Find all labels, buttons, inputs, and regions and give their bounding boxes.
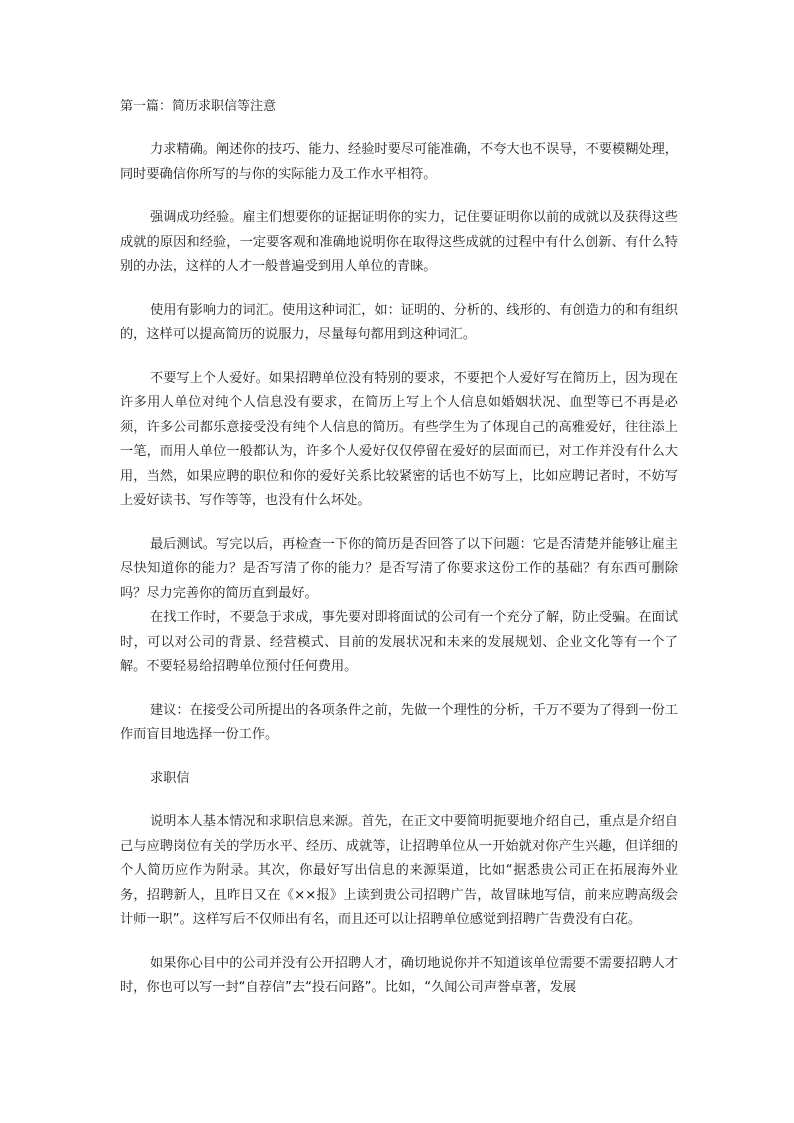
paragraph-job-search-caution: 在找工作时，不要急于求成，事先要对即将面试的公司有一个充分了解，防止受骗。在面试时，可以对公司的背景、经营模式、目前的发展状况和未来的发展规划、企业文化等有一个了解。不要轻易给招聘单位预付任何费用。 bbox=[120, 610, 678, 674]
paragraph-final-test: 最后测试。写完以后，再检查一下你的简历是否回答了以下问题：它是否清楚并能够让雇主尽快知道你的能力？是否写清了你的能力？是否写清了你要求这份工作的基础？有东西可删除吗？尽力完善你的简历直到最好。 bbox=[120, 536, 678, 601]
paragraph-basic-info: 说明本人基本情况和求职信息来源。首先，在正文中要简明扼要地介绍自己，重点是介绍自己与应聘岗位有关的学历水平、经历、成就等，让招聘单位从一开始就对你产生兴趣，但详细的个人简历应作为附录。其次，你最好写出信息的来源渠道，比如“据悉贵公司正在拓展海外业务，招聘新人，且昨日又在《××报》上读到贵公司招聘广告，故冒昧地写信，前来应聘高级会计师一职”。这样写后不仅师出有名，而且还可以让招聘单位感觉到招聘广告费没有白花。 bbox=[120, 814, 678, 927]
paragraph-hobbies: 不要写上个人爱好。如果招聘单位没有特别的要求，不要把个人爱好写在简历上，因为现在许多用人单位对纯个人信息没有要求，在简历上写上个人信息如婚姻状况、血型等已不再是必须，许多公司都乐意接受没有纯个人信息的简历。有些学生为了体现自己的高雅爱好，往往添上一笔，而用人单位一般都认为，许多个人爱好仅仅停留在爱好的层面而已，对工作并没有什么大用，当然，如果应聘的职位和你的爱好关系比较紧密的话也不妨写上，比如应聘记者时，不妨写上爱好读书、写作等等，也没有什么坏处。 bbox=[120, 370, 678, 508]
section-heading-cover-letter: 求职信 bbox=[150, 770, 190, 786]
paragraph-advice: 建议：在接受公司所提出的各项条件之前，先做一个理性的分析，千万不要为了得到一份工作而盲目地选择一份工作。 bbox=[120, 702, 678, 742]
paragraph-success-experience: 强调成功经验。雇主们想要你的证据证明你的实力，记住要证明你以前的成就以及获得这些成就的原因和经验，一定要客观和准确地说明你在取得这些成就的过程中有什么创新、有什么特别的办法，这样的人才一般普遍受到用人单位的青睐。 bbox=[120, 210, 678, 274]
document-page bbox=[120, 96, 678, 1020]
paragraph-accuracy: 力求精确。阐述你的技巧、能力、经验时要尽可能准确，不夸大也不误导，不要模糊处理，同时要确信你所写的与你的实际能力及工作水平相符。 bbox=[120, 142, 678, 182]
document-title: 第一篇：简历求职信等注意 bbox=[120, 99, 277, 114]
paragraph-self-recommendation: 如果你心目中的公司并没有公开招聘人才，确切地说你并不知道该单位需要不需要招聘人才时，你也可以写一封“自荐信”去“投石问路”。比如，“久闻公司声誉卓著，发展 bbox=[120, 955, 678, 995]
paragraph-influential-words: 使用有影响力的词汇。使用这种词汇，如：证明的、分析的、线形的、有创造力的和有组织的，这样可以提高简历的说服力，尽量每句都用到这种词汇。 bbox=[120, 302, 678, 342]
